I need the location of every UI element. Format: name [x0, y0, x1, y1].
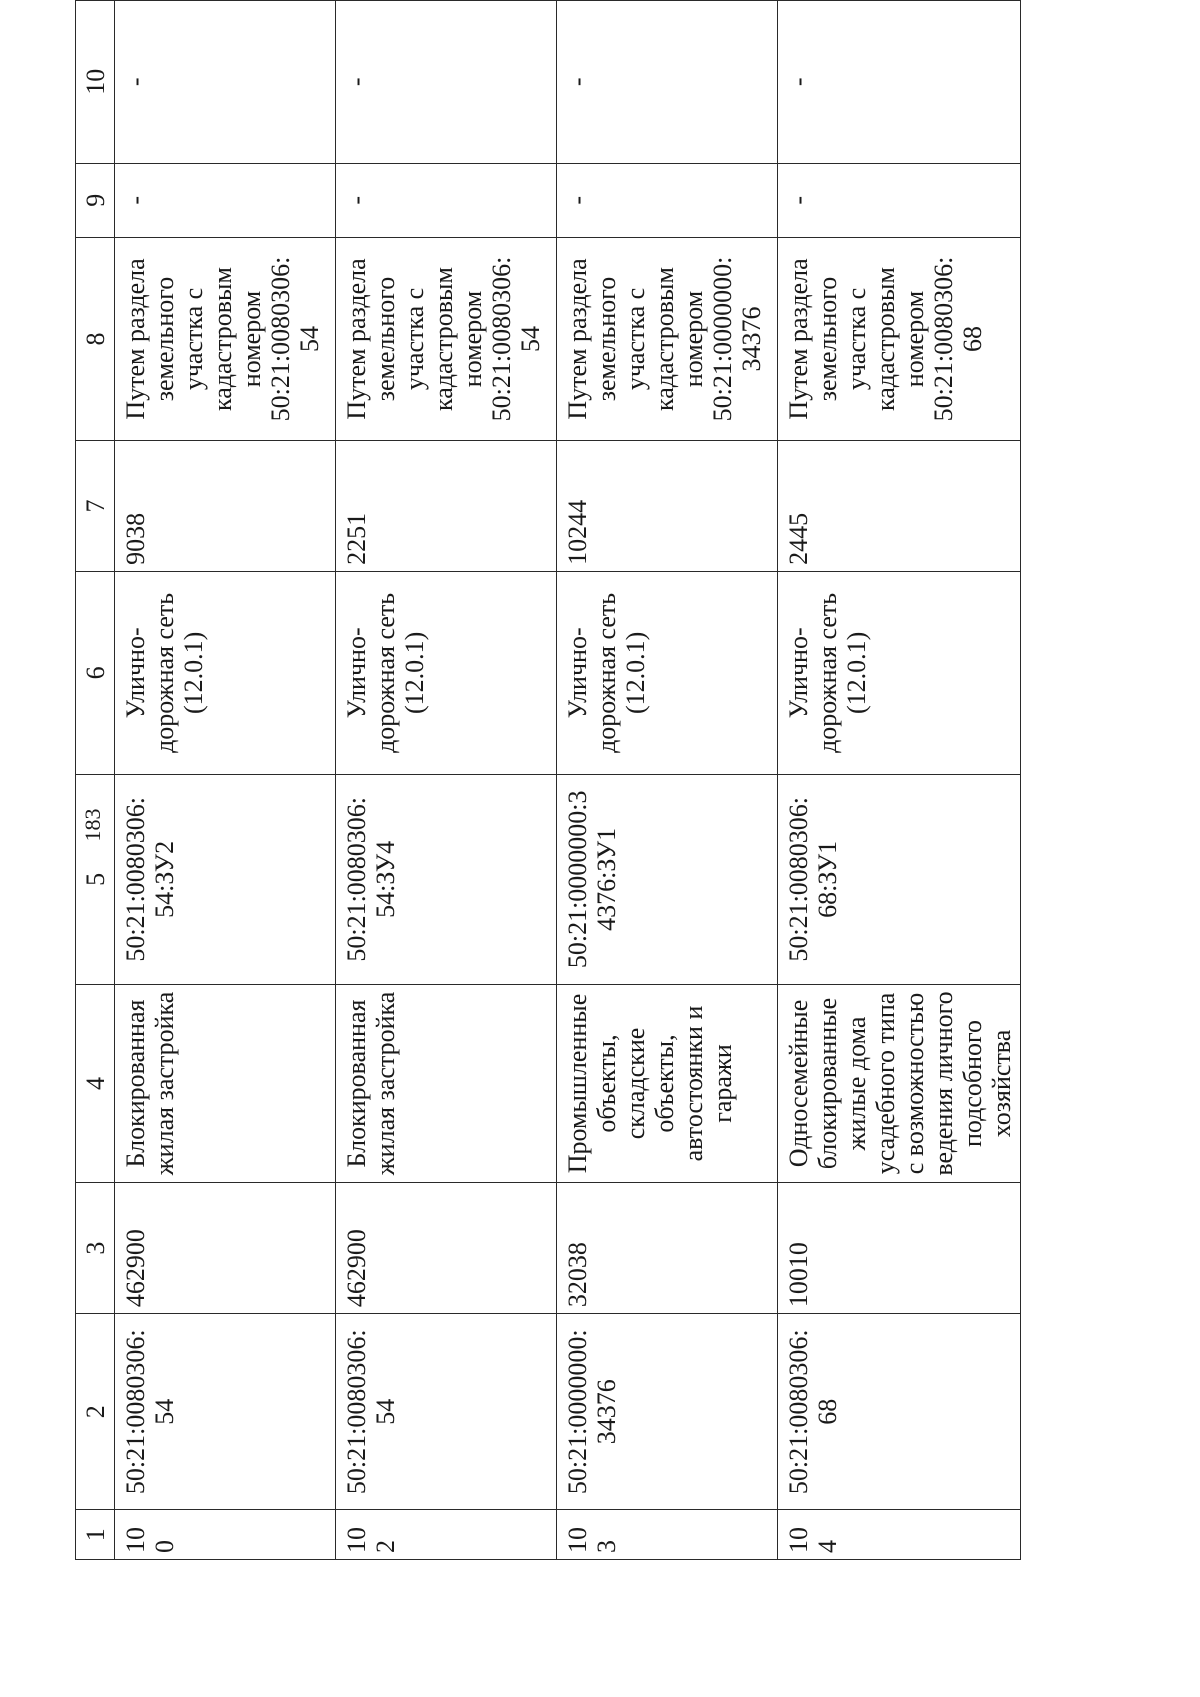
- permitted-use-cell: Блокированная жилая застройка: [336, 984, 557, 1183]
- column-number: 2: [76, 1314, 115, 1510]
- source-area-cell: 10010: [778, 1183, 1021, 1314]
- new-use-cell: Улично- дорожная сеть (12.0.1): [336, 571, 557, 774]
- column-9-cell: -: [778, 163, 1021, 237]
- formation-method-cell: Путем раздела земельного участка с кадастровым номером 50:21:0080306: 54: [115, 237, 336, 440]
- table-row: [115, 1, 336, 1560]
- new-parcel-cell: 50:21:0080306: 68:ЗУ1: [778, 774, 1021, 984]
- row-number: 103: [557, 1510, 778, 1560]
- column-number: 4: [76, 984, 115, 1183]
- column-number: 5: [76, 774, 115, 984]
- column-9-cell: -: [336, 163, 557, 237]
- new-area-cell: 9038: [115, 441, 336, 572]
- column-number: 1: [76, 1510, 115, 1560]
- new-area-cell: 10244: [557, 441, 778, 572]
- new-parcel-cell: 50:21:0080306: 54:ЗУ4: [336, 774, 557, 984]
- new-use-cell: Улично- дорожная сеть (12.0.1): [557, 571, 778, 774]
- new-parcel-cell: 50:21:0000000:3 4376:ЗУ1: [557, 774, 778, 984]
- source-parcel-cell: 50:21:0080306: 68: [778, 1314, 1021, 1510]
- column-number: 9: [76, 163, 115, 237]
- column-9-cell: -: [557, 163, 778, 237]
- page-number: 183: [80, 808, 105, 842]
- column-10-cell: -: [557, 1, 778, 164]
- permitted-use-cell: Односемейные блокированные жилые дома усадебного типа с возможностью ведения личного подсобного хозяйства: [778, 984, 1021, 1183]
- column-10-cell: -: [336, 1, 557, 164]
- column-number: 6: [76, 571, 115, 774]
- table-row: [336, 1, 557, 1560]
- row-number: 102: [336, 1510, 557, 1560]
- column-number: 10: [76, 1, 115, 164]
- formation-method-cell: Путем раздела земельного участка с кадастровым номером 50:21:0080306: 54: [336, 237, 557, 440]
- new-parcel-cell: 50:21:0080306: 54:ЗУ2: [115, 774, 336, 984]
- new-area-cell: 2251: [336, 441, 557, 572]
- source-parcel-cell: 50:21:0000000: 34376: [557, 1314, 778, 1510]
- source-area-cell: 462900: [336, 1183, 557, 1314]
- new-use-cell: Улично- дорожная сеть (12.0.1): [115, 571, 336, 774]
- column-10-cell: -: [778, 1, 1021, 164]
- permitted-use-cell: Блокированная жилая застройка: [115, 984, 336, 1183]
- column-number-row: [76, 1, 115, 1560]
- formation-method-cell: Путем раздела земельного участка с кадастровым номером 50:21:0080306: 68: [778, 237, 1021, 440]
- column-number: 8: [76, 237, 115, 440]
- new-use-cell: Улично- дорожная сеть (12.0.1): [778, 571, 1021, 774]
- new-area-cell: 2445: [778, 441, 1021, 572]
- column-10-cell: -: [115, 1, 336, 164]
- source-area-cell: 462900: [115, 1183, 336, 1314]
- formation-method-cell: Путем раздела земельного участка с кадастровым номером 50:21:0000000: 34376: [557, 237, 778, 440]
- table-row: [557, 1, 778, 1560]
- register-table-rotated: [75, 0, 1016, 1560]
- source-parcel-cell: 50:21:0080306: 54: [115, 1314, 336, 1510]
- land-parcel-register-table: [75, 0, 1021, 1560]
- column-number: 3: [76, 1183, 115, 1314]
- row-number: 100: [115, 1510, 336, 1560]
- table-row: [778, 1, 1021, 1560]
- source-area-cell: 32038: [557, 1183, 778, 1314]
- permitted-use-cell: Промышленные объекты, складские объекты, автостоянки и гаражи: [557, 984, 778, 1183]
- column-number: 7: [76, 441, 115, 572]
- source-parcel-cell: 50:21:0080306: 54: [336, 1314, 557, 1510]
- row-number: 104: [778, 1510, 1021, 1560]
- column-9-cell: -: [115, 163, 336, 237]
